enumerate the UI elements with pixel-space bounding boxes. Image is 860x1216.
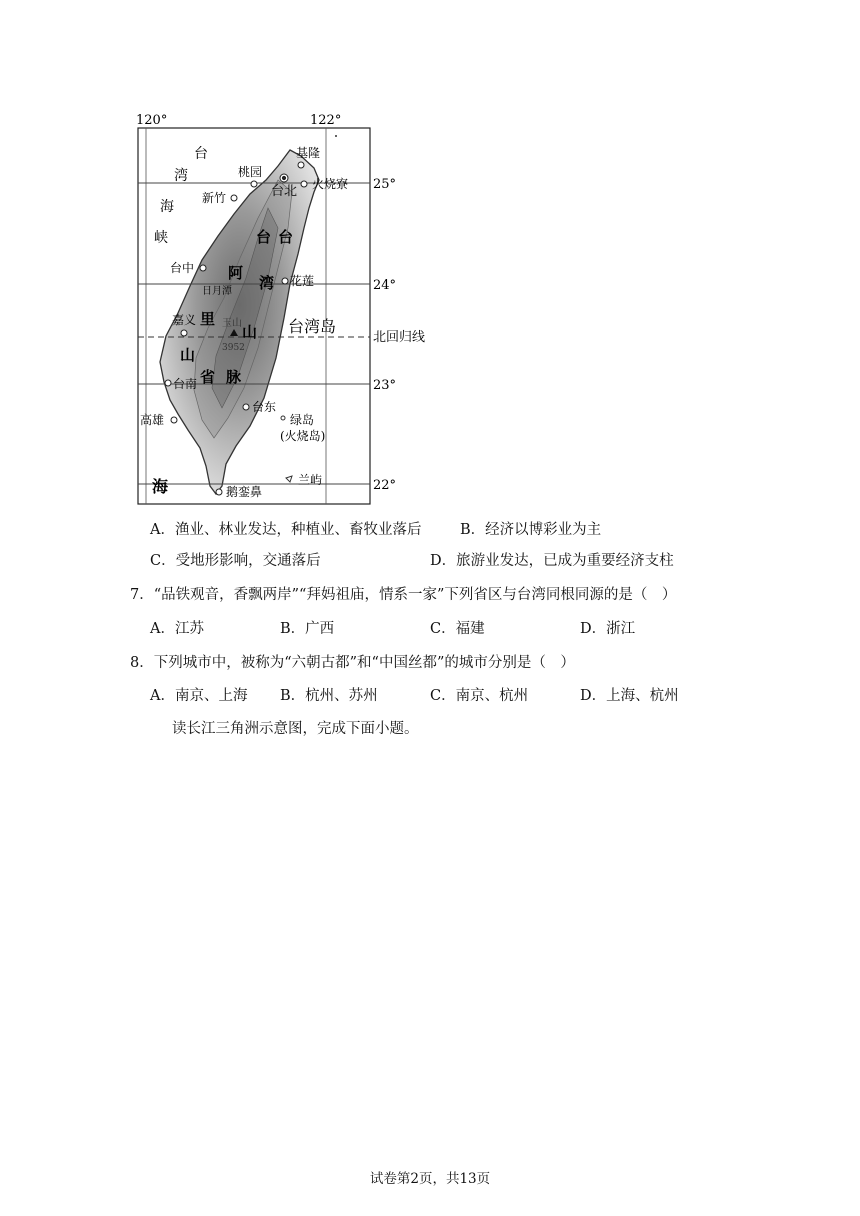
strait-char-3: 海 (160, 199, 174, 215)
q8-option-b[interactable]: B．杭州、苏州 (280, 688, 378, 704)
lat-label-23: 23° (373, 378, 397, 393)
range-alishan-2: 里 (200, 310, 216, 328)
range-taiwan-2: 台 (278, 228, 294, 246)
city-gaoxiong: 高雄 (140, 413, 165, 427)
strait-char-1: 台 (194, 146, 208, 162)
lat-label-24: 24° (373, 278, 397, 293)
city-jilong: 基隆 (296, 146, 321, 160)
range-taiwan-1: 台 (256, 228, 272, 246)
lat-label-22: 22° (373, 478, 397, 493)
q6-option-c[interactable]: C．受地形影响，交通落后 (150, 553, 321, 569)
range-alishan-1: 阿 (228, 264, 244, 282)
city-taizhong: 台中 (170, 261, 195, 275)
city-tainan: 台南 (173, 377, 198, 391)
city-taibei: 台北 (271, 184, 298, 199)
city-jiayi: 嘉义 (172, 313, 197, 327)
strait-char-4: 峡 (154, 230, 168, 246)
q7-option-b[interactable]: B．广西 (280, 621, 335, 637)
city-hualian: 花莲 (290, 274, 315, 288)
city-huoshaoliao: 火烧寮 (312, 177, 349, 191)
island-lvdao: 绿岛 (290, 413, 315, 427)
taiwan-map (118, 108, 438, 508)
city-riyuetan: 日月潭 (202, 286, 232, 297)
q7-option-c[interactable]: C．福建 (430, 621, 485, 637)
island-label: 台湾岛 (288, 317, 337, 336)
range-province: 省 (200, 368, 216, 386)
q7-option-d[interactable]: D．浙江 (580, 621, 636, 637)
lat-label-25: 25° (373, 177, 397, 192)
section-intro: 读长江三角洲示意图，完成下面小题。 (172, 721, 419, 737)
city-xinzhu: 新竹 (202, 191, 227, 205)
city-eluanbi: 鹅銮鼻 (226, 485, 263, 499)
peak-yushan: 玉山 (222, 318, 242, 329)
range-taiwan-5: 脉 (226, 368, 242, 386)
q7-stem: 7．“品铁观音，香飘两岸”“拜妈祖庙，情系一家”下列省区与台湾同根同源的是（ ） (130, 587, 677, 603)
page-footer: 试卷第2页，共13页 (369, 1171, 491, 1187)
q6-option-d[interactable]: D．旅游业发达，已成为重要经济支柱 (430, 553, 674, 569)
city-taoyuan: 桃园 (238, 165, 263, 179)
lon-label-122: 122° (310, 113, 342, 128)
q8-option-d[interactable]: D．上海、杭州 (580, 688, 679, 704)
q8-stem: 8．下列城市中，被称为“六朝古都”和“中国丝都”的城市分别是（ ） (130, 655, 575, 671)
strait-char-2: 湾 (174, 168, 188, 184)
q8-option-c[interactable]: C．南京、杭州 (430, 688, 529, 704)
tropic-label: 北回归线 (373, 330, 426, 345)
city-taidong: 台东 (252, 400, 277, 414)
q6-option-a[interactable]: A．渔业、林业发达，种植业、畜牧业落后 (150, 522, 422, 538)
peak-yushan-height: 3952 (222, 343, 245, 353)
sea-char: 海 (152, 477, 169, 496)
range-alishan-3: 山 (180, 346, 196, 364)
q8-option-a[interactable]: A．南京、上海 (150, 688, 248, 704)
range-taiwan-3: 湾 (259, 274, 275, 292)
lon-label-120: 120° (136, 113, 168, 128)
q6-option-b[interactable]: B．经济以博彩业为主 (460, 522, 602, 538)
island-lvdao-alt: (火烧岛) (280, 429, 326, 443)
island-lanyu: 兰屿 (298, 473, 323, 487)
range-taiwan-4: 山 (242, 323, 258, 341)
q7-option-a[interactable]: A．江苏 (150, 621, 204, 637)
